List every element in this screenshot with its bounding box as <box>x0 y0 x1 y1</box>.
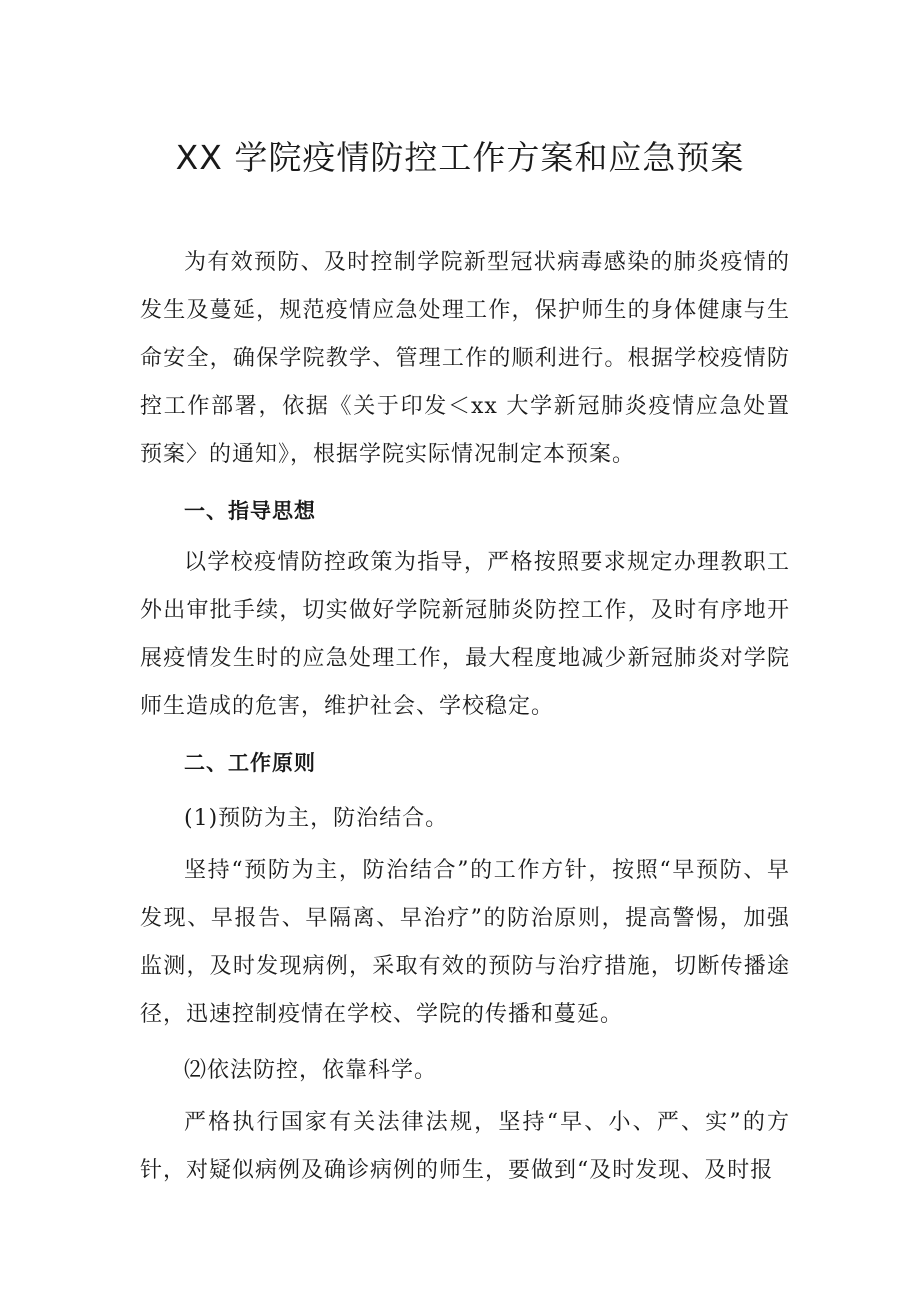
principle-1-subheading: (1)预防为主，防治结合。 <box>184 806 449 831</box>
principle-2-subheading: ⑵依法防控，依靠科学。 <box>184 1058 438 1083</box>
intro-paragraph: 为有效预防、及时控制学院新型冠状病毒感染的肺炎疫情的发生及蔓延，规范疫情应急处理工作，保护师生的身体健康与生命安全，确保学院教学、管理工作的顺利进行。根据学校疫情防控工作部署，依据《关于印发＜xx 大学新冠肺炎疫情应急处置预案〉的通知》，根据学院实际情况制定本预案。 <box>140 250 790 467</box>
guiding-thought-paragraph: 以学校疫情防控政策为指导，严格按照要求规定办理教职工外出审批手续，切实做好学院新冠肺炎防控工作，及时有序地开展疫情发生时的应急处理工作，最大程度地减少新冠肺炎对学院师生造成的危害，维护社会、学校稳定。 <box>140 550 790 719</box>
principle-2-paragraph: 严格执行国家有关法律法规，坚持“早、小、严、实”的方针，对疑似病例及确诊病例的师生，要做到“及时发现、及时报 <box>140 1110 790 1183</box>
document-body <box>140 239 790 1195</box>
section-heading-work-principles: 二、工作原则 <box>184 751 316 775</box>
principle-1-paragraph: 坚持“预防为主，防治结合”的工作方针，按照“早预防、早发现、早报告、早隔离、早治疗”的防治原则，提高警惕，加强监测，及时发现病例，采取有效的预防与治疗措施，切断传播途径，迅速控制疫情在学校、学院的传播和蔓延。 <box>140 858 790 1027</box>
section-heading-guiding-thought: 一、指导思想 <box>184 499 316 523</box>
document-title: XX 学院疫情防控工作方案和应急预案 <box>175 138 745 177</box>
